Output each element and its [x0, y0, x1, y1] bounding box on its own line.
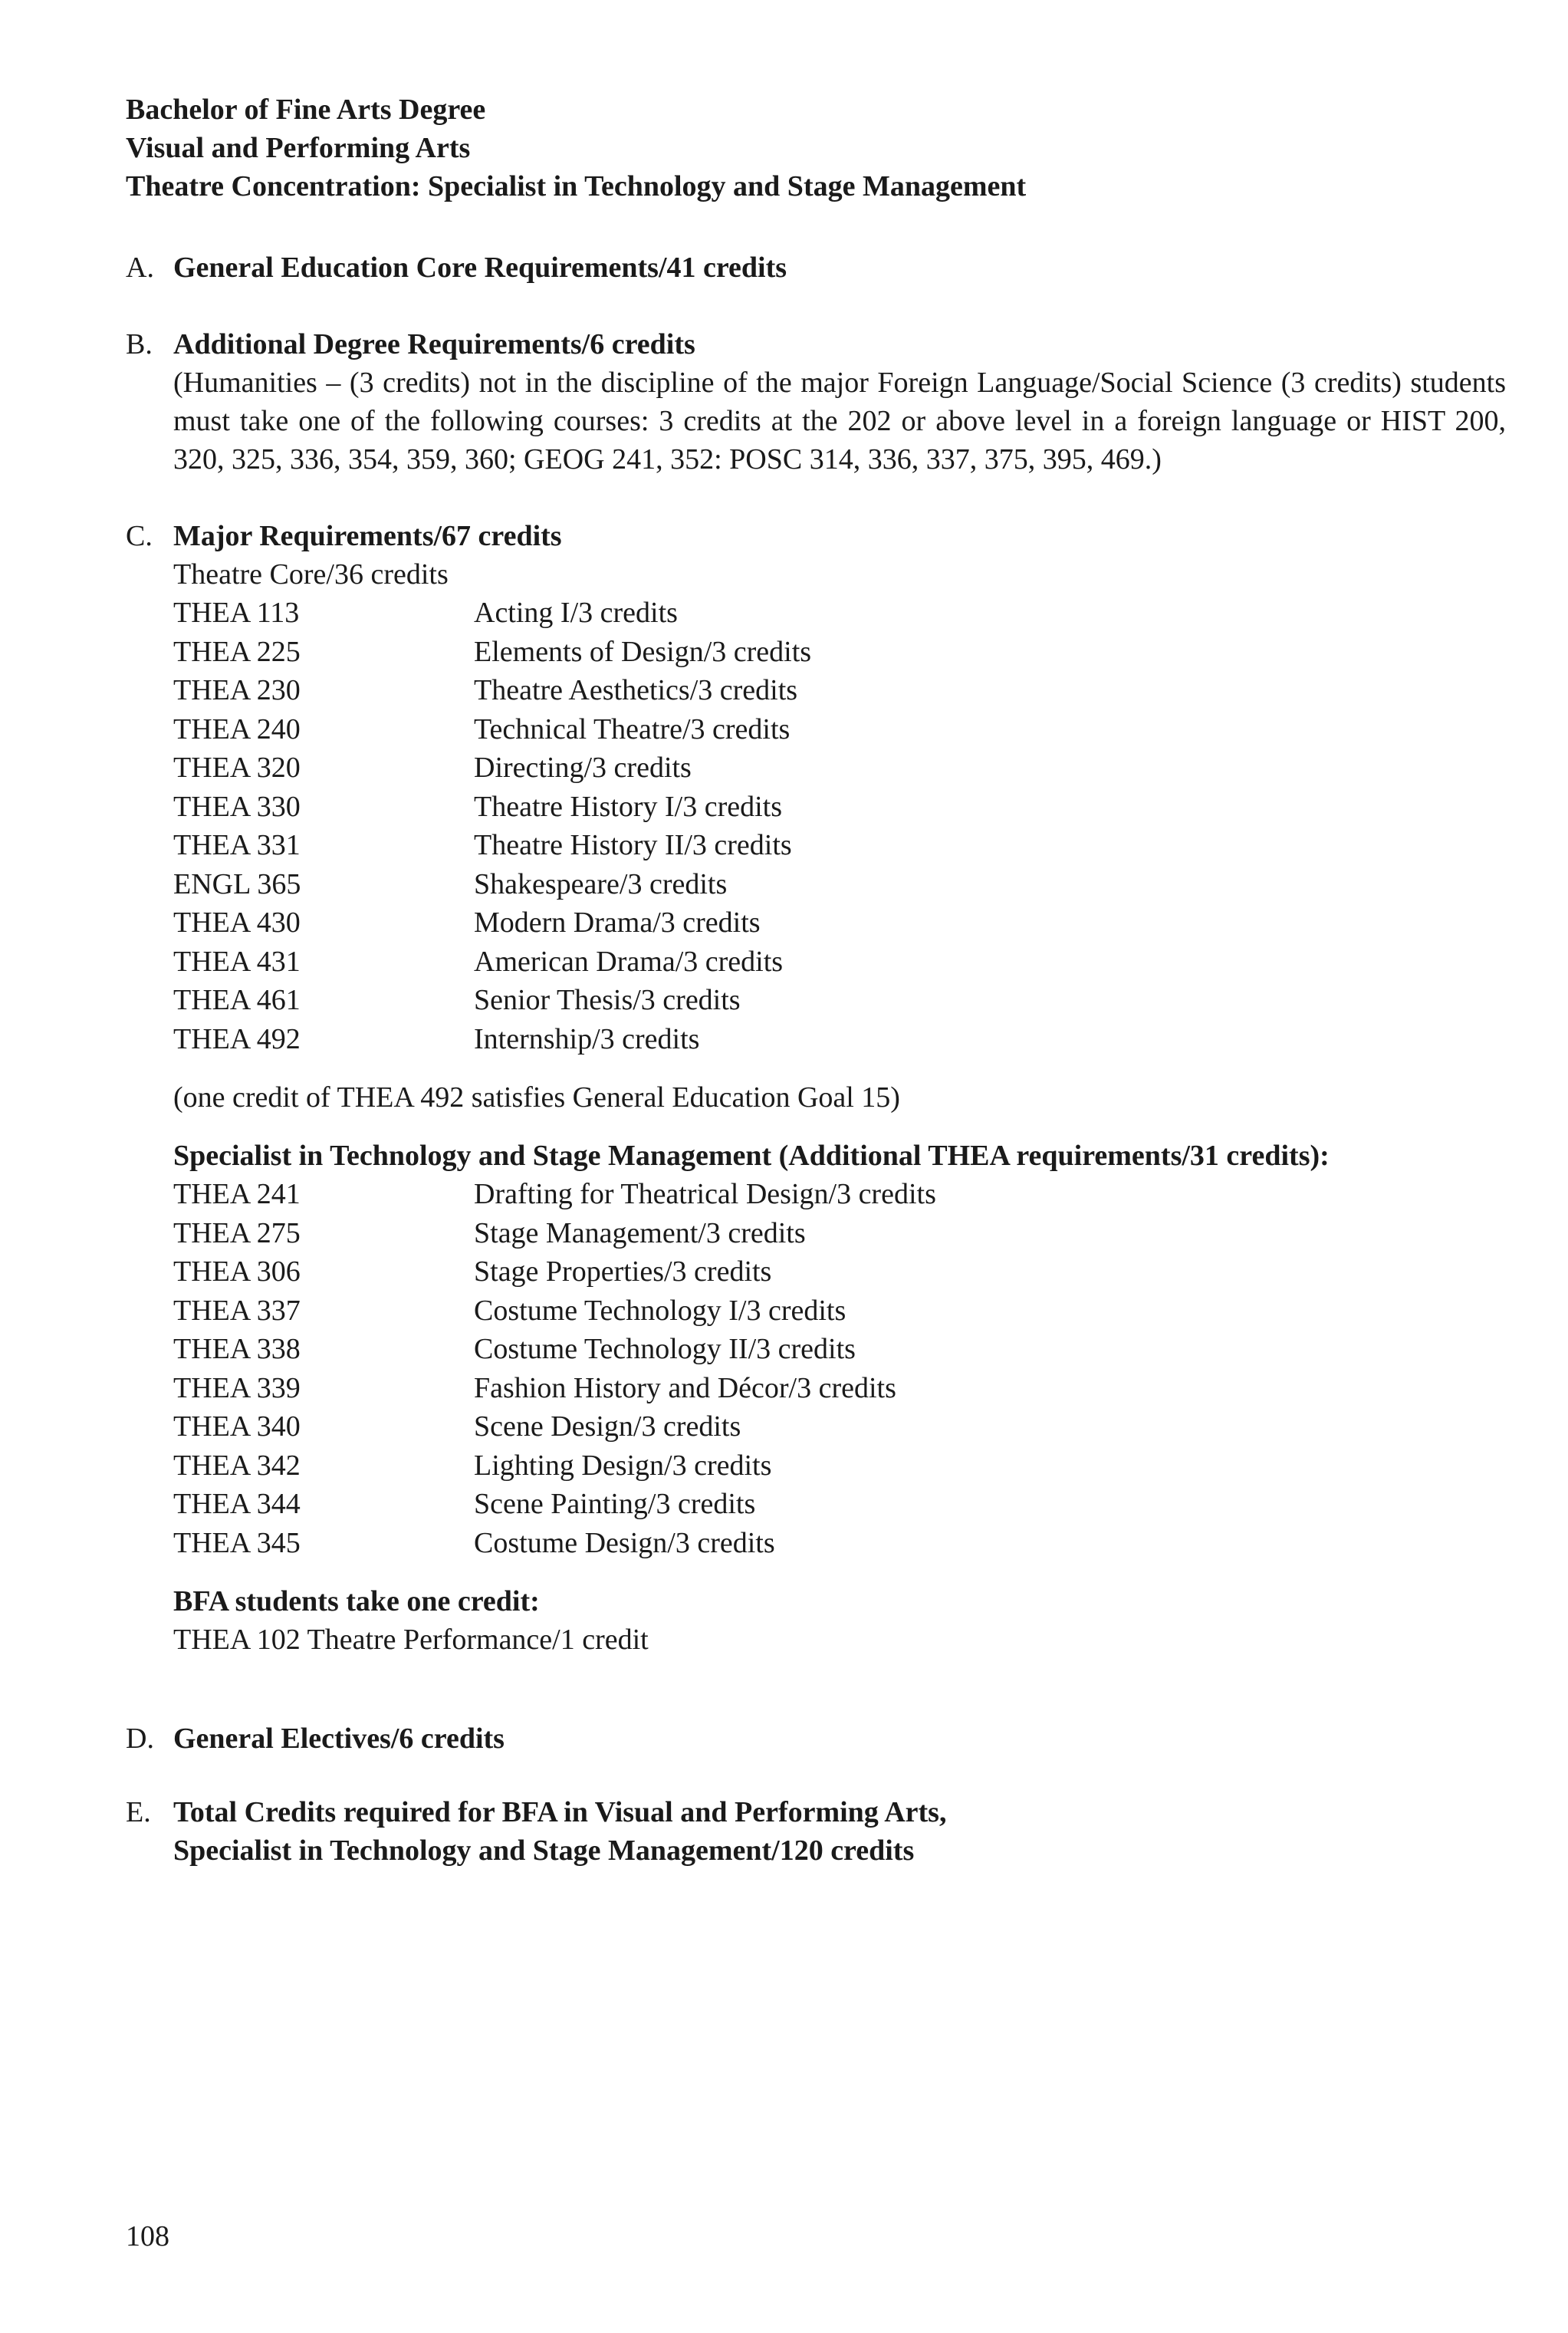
section-d-letter: D. — [126, 1723, 154, 1755]
course-name: Elements of Design/3 credits — [474, 635, 812, 668]
course-code: THEA 345 — [173, 1526, 301, 1559]
course-row — [173, 1252, 1506, 1292]
course-name: Theatre History II/3 credits — [474, 829, 792, 861]
course-code: THEA 339 — [173, 1371, 301, 1404]
course-row — [173, 981, 1506, 1020]
specialist-course-list — [173, 1175, 1506, 1562]
course-row — [173, 1330, 1506, 1369]
course-name: Costume Technology II/3 credits — [474, 1333, 856, 1365]
section-e-title-line1: Total Credits required for BFA in Visual and Performing Arts, — [173, 1796, 947, 1828]
course-code: THEA 344 — [173, 1488, 301, 1520]
section-b-letter: B. — [126, 328, 153, 360]
course-code: THEA 461 — [173, 984, 301, 1016]
course-row — [173, 865, 1506, 904]
course-row — [173, 903, 1506, 943]
course-code: THEA 230 — [173, 674, 301, 706]
course-name: Scene Painting/3 credits — [474, 1488, 756, 1520]
course-code: THEA 275 — [173, 1216, 301, 1249]
section-b — [126, 325, 1506, 479]
course-code: THEA 113 — [173, 597, 300, 629]
course-row — [173, 1369, 1506, 1408]
course-row — [173, 671, 1506, 710]
section-e-letter: E. — [126, 1796, 151, 1828]
course-row — [173, 1292, 1506, 1331]
course-name: Internship/3 credits — [474, 1022, 700, 1055]
section-c-letter: C. — [126, 520, 153, 552]
page-number: 108 — [126, 2220, 169, 2252]
course-row — [173, 1407, 1506, 1446]
section-b-description: (Humanities – (3 credits) not in the discipline of the major Foreign Language/Social Science (3 credits) students must take one of the following courses: 3 credits at the 202 or above level in a foreign language or HIST 200, 320, 325, 336, 354, 359, 360; GEOG 241, 352: POSC 314, 336, 337, 375, 395, 469.) — [173, 367, 1506, 475]
bfa-course: THEA 102 Theatre Performance/1 credit — [173, 1624, 649, 1656]
department-title: Visual and Performing Arts — [126, 132, 471, 164]
course-row — [173, 1214, 1506, 1253]
course-code: THEA 342 — [173, 1449, 301, 1482]
document-header — [126, 90, 1026, 206]
course-code: THEA 331 — [173, 829, 301, 861]
course-row — [173, 633, 1506, 672]
concentration-title: Theatre Concentration: Specialist in Technology and Stage Management — [126, 170, 1027, 202]
course-name: Lighting Design/3 credits — [474, 1449, 772, 1482]
core-note: (one credit of THEA 492 satisfies General Education Goal 15) — [173, 1081, 900, 1114]
course-row — [173, 1524, 1506, 1563]
course-name: Shakespeare/3 credits — [474, 867, 728, 900]
course-row — [173, 749, 1506, 788]
course-name: Drafting for Theatrical Design/3 credits — [474, 1178, 936, 1210]
section-a-letter: A. — [126, 252, 154, 284]
course-row — [173, 1175, 1506, 1214]
course-code: THEA 337 — [173, 1294, 301, 1327]
section-d-title: General Electives/6 credits — [173, 1723, 505, 1755]
course-row — [173, 710, 1506, 749]
bfa-heading: BFA students take one credit: — [173, 1585, 540, 1617]
course-name: Stage Properties/3 credits — [474, 1255, 772, 1288]
core-course-list — [173, 594, 1506, 1058]
course-row — [173, 1485, 1506, 1524]
course-row — [173, 1020, 1506, 1059]
course-name: Costume Design/3 credits — [474, 1526, 775, 1559]
section-b-title: Additional Degree Requirements/6 credits — [173, 328, 695, 360]
course-name: Fashion History and Décor/3 credits — [474, 1371, 896, 1404]
course-name: Theatre History I/3 credits — [474, 790, 783, 823]
course-code: THEA 492 — [173, 1022, 301, 1055]
course-name: Scene Design/3 credits — [474, 1410, 741, 1443]
course-name: Directing/3 credits — [474, 752, 692, 784]
section-a — [126, 248, 1506, 287]
course-name: Stage Management/3 credits — [474, 1216, 806, 1249]
course-name: Acting I/3 credits — [474, 597, 678, 629]
course-name: American Drama/3 credits — [474, 945, 784, 978]
section-e — [126, 1793, 1506, 1870]
theatre-core-label: Theatre Core/36 credits — [173, 558, 449, 591]
course-code: THEA 431 — [173, 945, 301, 978]
course-code: THEA 240 — [173, 712, 301, 745]
course-name: Technical Theatre/3 credits — [474, 712, 791, 745]
section-d — [126, 1719, 1506, 1758]
specialist-heading: Specialist in Technology and Stage Management (Additional THEA requirements/31 credits): — [173, 1140, 1330, 1172]
course-code: THEA 430 — [173, 907, 301, 939]
course-row — [173, 826, 1506, 865]
course-row — [173, 1446, 1506, 1486]
degree-title: Bachelor of Fine Arts Degree — [126, 94, 486, 126]
course-code: THEA 225 — [173, 635, 301, 668]
course-row — [173, 594, 1506, 633]
course-code: THEA 306 — [173, 1255, 301, 1288]
course-name: Theatre Aesthetics/3 credits — [474, 674, 798, 706]
section-c — [126, 517, 1506, 1659]
course-code: THEA 340 — [173, 1410, 301, 1443]
section-e-title-line2: Specialist in Technology and Stage Management/120 credits — [173, 1834, 915, 1867]
course-name: Senior Thesis/3 credits — [474, 984, 741, 1016]
course-code: THEA 320 — [173, 752, 301, 784]
section-a-title: General Education Core Requirements/41 credits — [173, 252, 787, 284]
section-c-title: Major Requirements/67 credits — [173, 520, 562, 552]
course-name: Modern Drama/3 credits — [474, 907, 761, 939]
course-code: THEA 241 — [173, 1178, 301, 1210]
course-code: THEA 338 — [173, 1333, 301, 1365]
course-code: ENGL 365 — [173, 867, 301, 900]
course-code: THEA 330 — [173, 790, 301, 823]
course-name: Costume Technology I/3 credits — [474, 1294, 846, 1327]
course-row — [173, 788, 1506, 827]
course-row — [173, 943, 1506, 982]
